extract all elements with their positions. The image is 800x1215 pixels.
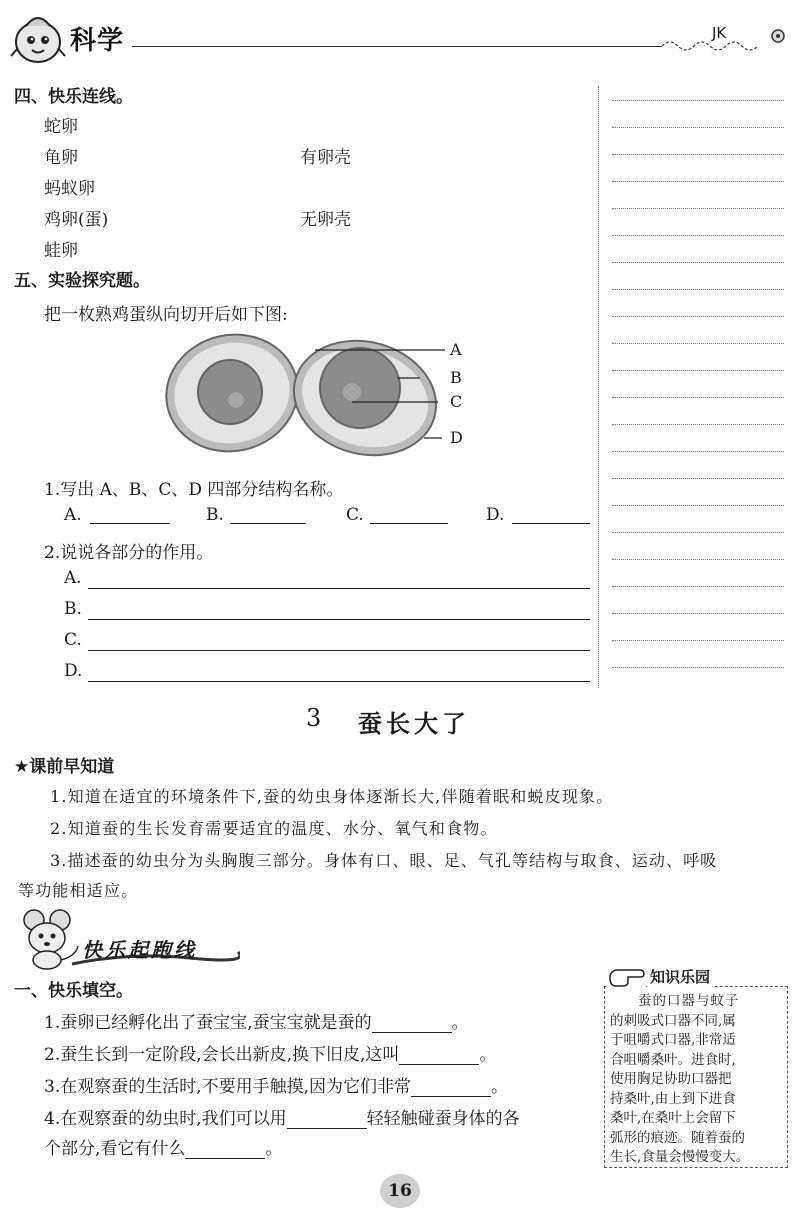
notes-line <box>612 478 784 479</box>
fill-blank-4b[interactable] <box>185 1140 265 1159</box>
answer-line-label: B. <box>64 599 82 619</box>
question-text: 1.蚕卵已经孵化出了蚕宝宝,蚕宝宝就是蚕的 <box>44 1013 372 1033</box>
figure-label-c: C <box>450 392 463 411</box>
question-text: 轻轻触碰蚕身体的各 <box>366 1109 520 1129</box>
question-text: 。 <box>451 1013 469 1033</box>
knowledge-line: 的刺吸式口器不同,属 <box>610 1012 736 1029</box>
pointing-hand-icon <box>606 964 646 992</box>
preview-item-2: 2.知道蚕的生长发育需要适宜的温度、水分、氧气和食物。 <box>50 819 498 838</box>
question-text: 。 <box>479 1045 497 1065</box>
notes-line <box>612 451 784 452</box>
header-edition: JK <box>712 24 727 42</box>
notes-divider <box>598 86 599 688</box>
answer-line-label: C. <box>64 630 82 650</box>
page-number: 16 <box>388 1181 412 1201</box>
question-text: 。 <box>491 1077 509 1097</box>
header-subject: 科学 <box>70 26 125 56</box>
knowledge-text <box>610 992 786 1168</box>
notes-line <box>612 262 784 263</box>
match-left-item[interactable]: 龟卵 <box>44 148 78 168</box>
preview-item-3: 3.描述蚕的幼虫分为头胸腹三部分。身体有口、眼、足、气孔等结构与取食、运动、呼吸 <box>50 851 718 870</box>
question-text: 2.蚕生长到一定阶段,会长出新皮,换下旧皮,这叫 <box>44 1045 400 1065</box>
fill-question-2 <box>44 1040 496 1065</box>
figure-label-b: B <box>450 368 462 387</box>
match-right-item[interactable]: 有卵壳 <box>300 148 351 168</box>
knowledge-line: 使用胸足协助口器把 <box>610 1071 732 1087</box>
knowledge-line: 生长,食量会慢慢变大。 <box>610 1149 750 1165</box>
fill-blank-2[interactable] <box>399 1046 479 1065</box>
notes-line <box>612 208 784 209</box>
knowledge-title: 知识乐园 <box>650 968 711 986</box>
fill-question-3 <box>44 1072 508 1097</box>
notes-line <box>612 235 784 236</box>
lesson-number: 3 <box>306 704 322 732</box>
header-dot-icon <box>768 26 788 50</box>
answer-line-a[interactable] <box>88 588 590 589</box>
figure-label-d: D <box>450 428 463 447</box>
fill-blank-3[interactable] <box>411 1078 491 1097</box>
notes-line <box>612 343 784 344</box>
answer-blank-b[interactable] <box>230 505 306 524</box>
answer-blank-a[interactable] <box>90 505 170 524</box>
preview-heading: ★课前早知道 <box>14 757 115 777</box>
notes-line <box>612 100 784 101</box>
answer-line-label: D. <box>64 661 83 681</box>
header-mascot-icon <box>8 8 68 64</box>
fill-blank-4a[interactable] <box>287 1110 367 1129</box>
fill-blank-1[interactable] <box>372 1014 452 1033</box>
knowledge-line: 弧形的痕迹。随着蚕的 <box>610 1129 745 1146</box>
match-left-item[interactable]: 鸡卵(蛋) <box>44 210 109 230</box>
answer-line-d[interactable] <box>88 681 590 682</box>
section4-title: 四、快乐连线。 <box>14 87 133 107</box>
answer-blank-d[interactable] <box>512 505 590 524</box>
match-left-item[interactable]: 蛇卵 <box>44 117 78 137</box>
blank-label: D. <box>486 505 505 525</box>
section1-title: 一、快乐填空。 <box>14 981 133 1001</box>
notes-line <box>612 559 784 560</box>
question-text: 个部分,看它有什么 <box>44 1139 186 1159</box>
banner-title: 快乐起跑线 <box>82 938 197 962</box>
match-left-item[interactable]: 蚂蚁卵 <box>44 179 95 199</box>
notes-line <box>612 127 784 128</box>
lesson-title: 蚕长大了 <box>358 710 470 738</box>
fill-question-4-cont <box>44 1134 282 1159</box>
question-1: 1.写出 A、B、C、D 四部分结构名称。 <box>44 480 344 500</box>
answer-line-c[interactable] <box>88 650 590 651</box>
section5-intro: 把一枚熟鸡蛋纵向切开后如下图: <box>44 305 288 325</box>
notes-line <box>612 397 784 398</box>
notes-line <box>612 586 784 587</box>
section5-title: 五、实验探究题。 <box>14 271 150 291</box>
notes-line <box>612 613 784 614</box>
blank-label: B. <box>206 505 224 525</box>
notes-line <box>612 289 784 290</box>
preview-item-3-cont: 等功能相适应。 <box>18 881 139 900</box>
notes-line <box>612 316 784 317</box>
answer-blank-c[interactable] <box>370 505 448 524</box>
figure-label-a: A <box>450 340 462 359</box>
match-left-item[interactable]: 蛙卵 <box>44 241 78 261</box>
fill-question-1 <box>44 1008 469 1033</box>
fill-question-4 <box>44 1104 520 1129</box>
match-right-item[interactable]: 无卵壳 <box>300 210 351 230</box>
knowledge-line: 于咀嚼式口器,非常适 <box>610 1032 736 1048</box>
notes-line <box>612 154 784 155</box>
question-2: 2.说说各部分的作用。 <box>44 543 214 563</box>
notes-line <box>612 424 784 425</box>
notes-line <box>612 370 784 371</box>
knowledge-line: 蚕的口器与蚊子 <box>638 993 740 1009</box>
knowledge-line: 合咀嚼桑叶。进食时, <box>610 1051 736 1068</box>
header-rule <box>132 46 662 47</box>
blank-label: C. <box>346 505 364 525</box>
knowledge-line: 桑叶,在桑叶上会留下 <box>610 1110 736 1126</box>
blank-label: A. <box>64 505 82 525</box>
question-text: 3.在观察蚕的生活时,不要用手触摸,因为它们非常 <box>44 1077 412 1097</box>
answer-line-b[interactable] <box>88 619 590 620</box>
notes-line <box>612 505 784 506</box>
knowledge-line: 持桑叶,由上到下进食 <box>610 1090 736 1107</box>
preview-item-1: 1.知道在适宜的环境条件下,蚕的幼虫身体逐渐长大,伴随着眠和蜕皮现象。 <box>50 787 614 806</box>
egg-figure <box>160 330 470 464</box>
notes-line <box>612 667 784 668</box>
question-text: 。 <box>265 1139 283 1159</box>
notes-line <box>612 181 784 182</box>
notes-line <box>612 532 784 533</box>
question-text: 4.在观察蚕的幼虫时,我们可以用 <box>44 1109 287 1129</box>
answer-line-label: A. <box>64 568 82 588</box>
notes-line <box>612 640 784 641</box>
